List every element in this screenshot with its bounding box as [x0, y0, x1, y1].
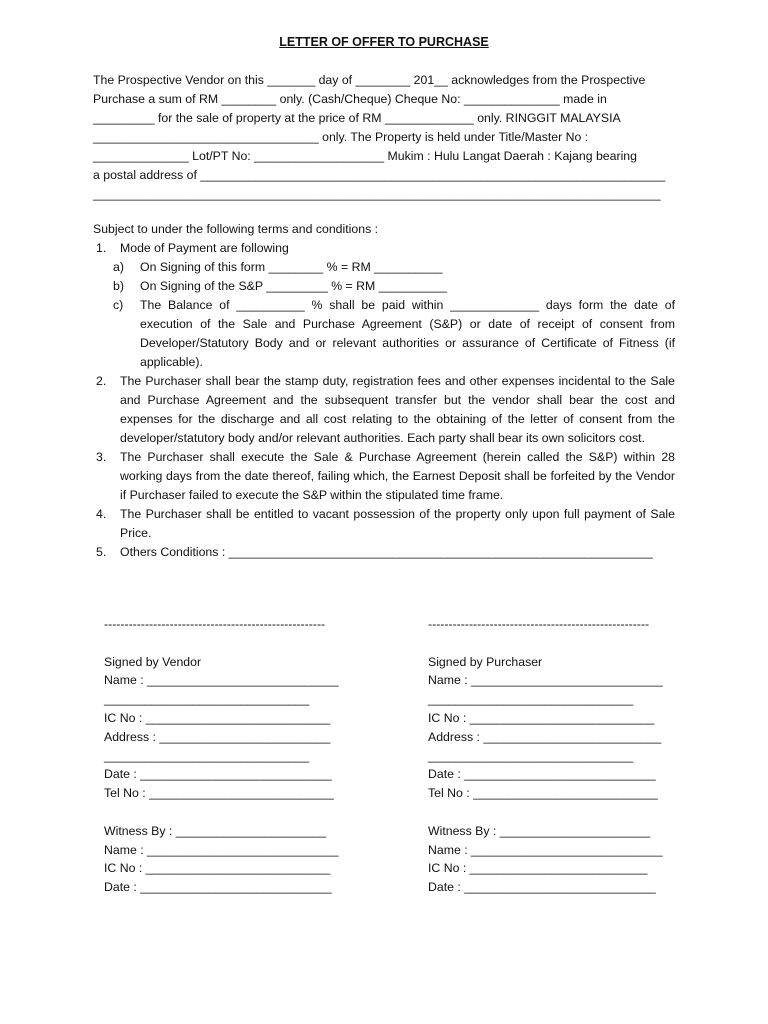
intro-line: a postal address of ____________________________________________________________________ [93, 168, 666, 182]
vendor-signature-block [104, 615, 364, 897]
intro-line: The Prospective Vendor on this _______ day of ________ 201__ acknowledges from the Prospective [93, 73, 646, 87]
term-number: 3. [96, 450, 107, 464]
term-item [93, 505, 675, 543]
subitem-text: On Signing of the S&P _________ % = RM __________ [140, 279, 448, 293]
vendor-witness-name-field[interactable]: Name : ____________________________ [104, 842, 339, 857]
term-item [93, 448, 675, 505]
purchaser-address-field[interactable]: Address : __________________________ [428, 729, 662, 744]
spacer [104, 634, 364, 653]
terms-section [93, 220, 675, 562]
term-item [93, 239, 675, 258]
vendor-date-field[interactable]: Date : ____________________________ [104, 767, 332, 782]
vendor-address-field[interactable]: Address : _________________________ [104, 729, 331, 744]
purchaser-witness-name-field[interactable]: Name : ____________________________ [428, 842, 663, 857]
intro-line: _________________________________ only. The Property is held under Title/Master No : [93, 130, 589, 144]
subitem-label: b) [113, 279, 124, 293]
term-subitem [113, 277, 675, 296]
purchaser-address-cont-field[interactable]: ______________________________ [428, 748, 634, 763]
term-text: The Purchaser shall execute the Sale & Purchase Agreement (herein called the S&P) within 28 working days from the date thereof, failing which, the Earnest Deposit shall be forfeited by the Vendor if Purchaser failed to execute the S&P within the stipulated time frame. [120, 450, 675, 502]
term-number: 5. [96, 545, 107, 559]
signature-rule: ------------------------------------------------------ [428, 617, 650, 631]
vendor-witness-date-field[interactable]: Date : ____________________________ [104, 880, 332, 895]
term-text: The Purchaser shall bear the stamp duty, registration fees and other expenses incidental to the Sale and Purchase Agreement and the subsequent transfer but the vendor shall bear the cost and expenses for the discharge and all cost relating to the obtaining of the letter of consent from the developer/statutory body and/or relevant authorities. Each party shall bear its own solicitors cost. [120, 374, 675, 445]
vendor-name-field[interactable]: Name : ____________________________ [104, 673, 339, 688]
subitem-text: On Signing of this form ________ % = RM __________ [140, 260, 443, 274]
term-number: 2. [96, 374, 107, 388]
signed-by-purchaser: Signed by Purchaser [428, 654, 543, 669]
purchaser-witness-date-field[interactable]: Date : ____________________________ [428, 880, 656, 895]
subitem-label: a) [113, 260, 124, 274]
term-item [93, 543, 675, 562]
purchaser-name-field[interactable]: Name : ____________________________ [428, 673, 663, 688]
vendor-tel-field[interactable]: Tel No : ___________________________ [104, 786, 334, 801]
term-text: Mode of Payment are following [120, 241, 289, 255]
signature-rule: ------------------------------------------------------ [104, 617, 326, 631]
document-title: LETTER OF OFFER TO PURCHASE [279, 35, 489, 49]
term-subitem [113, 296, 675, 372]
term-subitem [113, 258, 675, 277]
subitem-text: The Balance of __________ % shall be paid within _____________ days form the date of execution of the Sale and Purchase Agreement (S&P) or date of receipt of consent from Developer/Statutory Body and or relevant authorities or assurance of Certificate of Fitness (if applicable). [140, 298, 675, 369]
intro-line: _________ for the sale of property at the price of RM _____________ only. RINGGIT MALAYSIA [93, 111, 621, 125]
purchaser-tel-field[interactable]: Tel No : ___________________________ [428, 786, 658, 801]
subitem-label: c) [113, 298, 124, 312]
term-text: Others Conditions : ______________________________________________________________ [120, 545, 653, 559]
spacer [428, 803, 688, 822]
purchaser-witness-field[interactable]: Witness By : ______________________ [428, 823, 651, 838]
term-number: 1. [96, 241, 107, 255]
vendor-witness-field[interactable]: Witness By : ______________________ [104, 823, 327, 838]
vendor-address-cont-field[interactable]: ______________________________ [104, 748, 310, 763]
term-number: 4. [96, 507, 107, 521]
terms-heading: Subject to under the following terms and conditions : [93, 222, 379, 236]
intro-paragraph [93, 71, 675, 204]
vendor-name-cont-field[interactable]: ______________________________ [104, 692, 310, 707]
spacer [104, 803, 364, 822]
purchaser-date-field[interactable]: Date : ____________________________ [428, 767, 656, 782]
intro-line: ___________________________________________________________________________________ [93, 187, 661, 201]
signed-by-vendor: Signed by Vendor [104, 654, 202, 669]
purchaser-signature-block [428, 615, 688, 897]
term-text: The Purchaser shall be entitled to vacant possession of the property only upon full payment of Sale Price. [120, 507, 675, 540]
purchaser-witness-ic-field[interactable]: IC No : __________________________ [428, 861, 648, 876]
purchaser-name-cont-field[interactable]: ______________________________ [428, 692, 634, 707]
spacer [428, 634, 688, 653]
intro-line: ______________ Lot/PT No: ___________________ Mukim : Hulu Langat Daerah : Kajang bearing [93, 149, 637, 163]
term-item [93, 372, 675, 448]
purchaser-ic-field[interactable]: IC No : ___________________________ [428, 710, 655, 725]
vendor-ic-field[interactable]: IC No : ___________________________ [104, 710, 331, 725]
vendor-witness-ic-field[interactable]: IC No : ___________________________ [104, 861, 331, 876]
intro-line: Purchase a sum of RM ________ only. (Cash/Cheque) Cheque No: ______________ made in [93, 92, 607, 106]
